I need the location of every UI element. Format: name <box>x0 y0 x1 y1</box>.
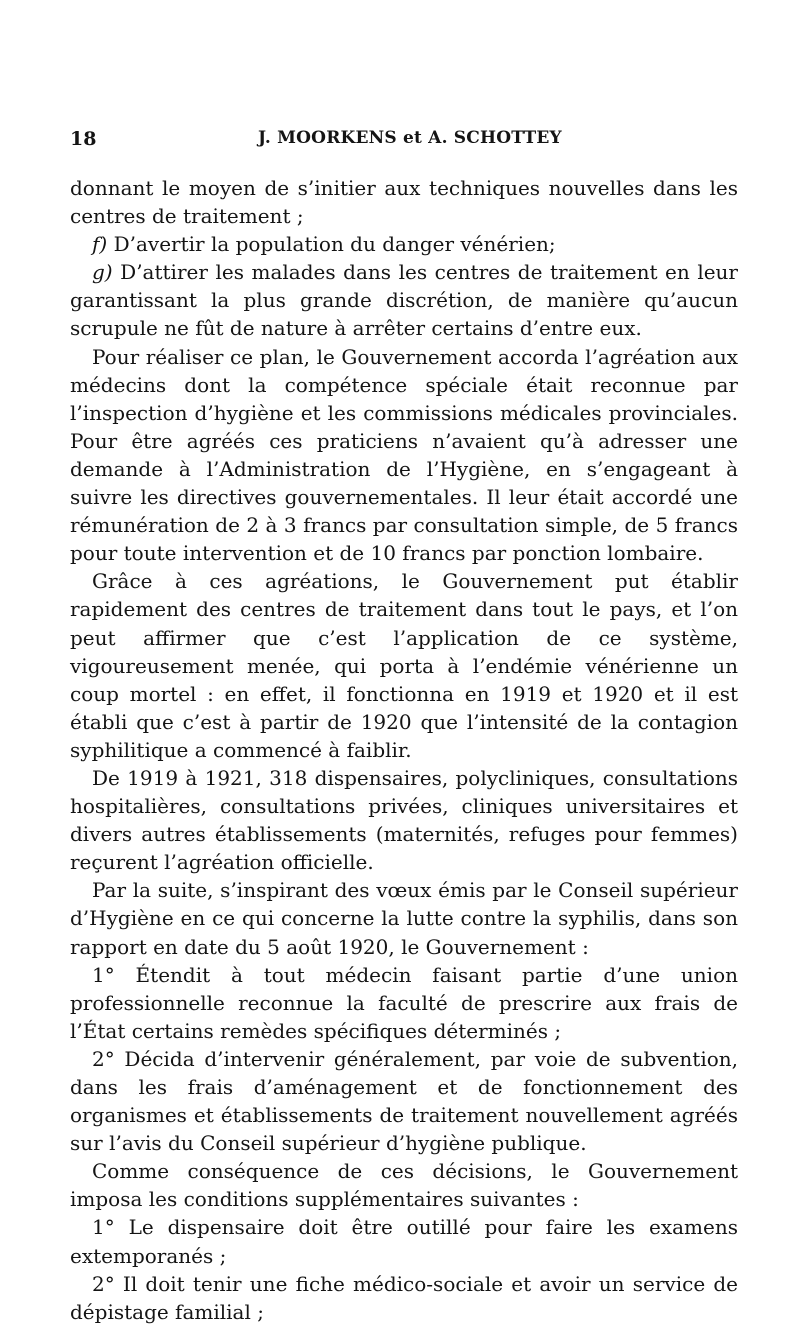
numbered-item-text: 1° Étendit à tout médecin faisant partie d’une union professionnelle reconnue la faculté de prescrire aux frais de l’État certains remèdes spécifiques déterminés ; <box>70 962 738 1043</box>
page-number: 18 <box>70 128 97 150</box>
paragraph-text: donnant le moyen de s’initier aux techniques nouvelles dans les centres de traitement ; <box>70 176 738 229</box>
paragraph-text: Comme conséquence de ces décisions, le Gouvernement imposa les conditions supplémentaires suivantes : <box>70 1159 738 1212</box>
paragraph <box>70 567 738 764</box>
list-item-text: D’avertir la population du danger vénérien; <box>107 232 556 257</box>
numbered-item-text: 1° Le dispensaire doit être outillé pour faire les examens extemporanés ; <box>70 1215 738 1268</box>
paragraph <box>70 876 738 960</box>
numbered-item <box>70 1045 738 1157</box>
list-marker: g) <box>92 260 113 285</box>
list-item-f <box>70 230 738 258</box>
body-text <box>70 174 738 1326</box>
list-marker: f) <box>92 232 108 257</box>
paragraph <box>70 764 738 876</box>
paragraph-continuation <box>70 174 738 230</box>
page-header <box>70 128 738 158</box>
paragraph-text: Par la suite, s’inspirant des vœux émis par le Conseil supérieur d’Hygiène en ce qui concerne la lutte contre la syphilis, dans son rapport en date du 5 août 1920, le Gouvernement : <box>70 878 738 959</box>
paragraph <box>70 343 738 568</box>
running-head: J. MOORKENS et A. SCHOTTEY <box>258 128 562 148</box>
numbered-item-text: 2° Décida d’intervenir généralement, par voie de subvention, dans les frais d’aménagement et de fonctionnement des organismes et établissements de traitement nouvellement agréés sur l’avis du Conseil supérieur d’hygiène publique. <box>70 1046 738 1156</box>
paragraph-text: Grâce à ces agréations, le Gouvernement put établir rapidement des centres de traitement dans tout le pays, et l’on peut affirmer que c’est l’application de ce système, vigoureusement menée, qui porta à l’endémie vénérienne un coup mortel : en effet, il fonctionna en 1919 et 1920 et il est établi que c’est à partir de 1920 que l’intensité de la contagion syphilitique a commencé à faiblir. <box>70 569 738 762</box>
paragraph-text: De 1919 à 1921, 318 dispensaires, polycliniques, consultations hospitalières, consultations privées, cliniques universitaires et divers autres établissements (maternités, refuges pour femmes) reçurent l’agréation officielle. <box>70 765 738 875</box>
numbered-item <box>70 961 738 1045</box>
paragraph-text: Pour réaliser ce plan, le Gouvernement accorda l’agréation aux médecins dont la compétence spéciale était reconnue par l’inspection d’hygiène et les commissions médicales provinciales. Pour être agréés ces praticiens n’avaient qu’à adresser une demande à l’Administration de l’Hygiène, en s’engageant à suivre les directives gouvernementales. Il leur était accordé une rémunération de 2 à 3 francs par consultation simple, de 5 francs pour toute intervention et de 10 francs par ponction lombaire. <box>70 344 738 566</box>
numbered-item <box>70 1270 738 1326</box>
numbered-item <box>70 1213 738 1269</box>
list-item-text: D’attirer les malades dans les centres de traitement en leur garantissant la plus grande discrétion, de manière qu’aucun scrupule ne fût de nature à arrêter certains d’entre eux. <box>70 260 738 341</box>
list-item-g <box>70 258 738 342</box>
numbered-item-text: 2° Il doit tenir une fiche médico-sociale et avoir un service de dépistage familial ; <box>70 1271 738 1324</box>
paragraph <box>70 1157 738 1213</box>
